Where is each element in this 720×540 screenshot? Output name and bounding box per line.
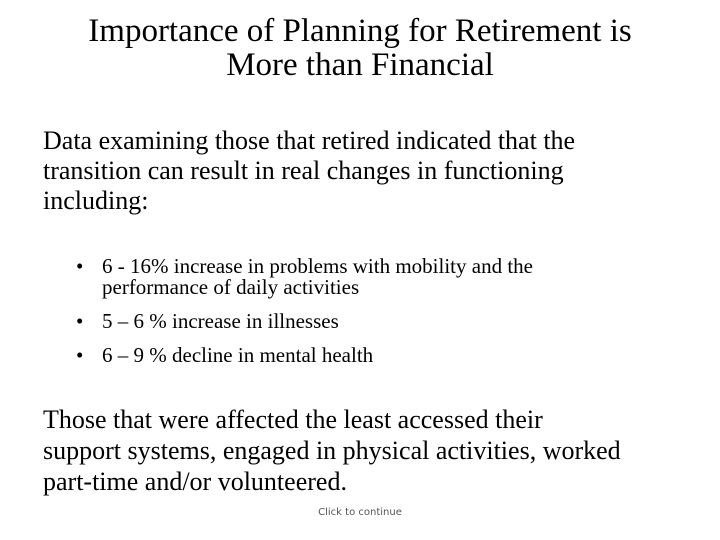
bullet-marker: • <box>76 254 84 278</box>
intro-line: transition can result in real changes in functioning <box>43 156 564 185</box>
intro-line: Data examining those that retired indicated that the <box>43 126 576 155</box>
bullet-text <box>102 345 676 366</box>
bullet-line: 5 – 6 % increase in illnesses <box>102 309 339 333</box>
outro-line: support systems, engaged in physical activities, worked <box>43 436 621 465</box>
slide-title <box>20 14 700 82</box>
outro-line: part-time and/or volunteered. <box>43 467 347 496</box>
bullet-line: 6 - 16% increase in problems with mobility and the <box>102 254 533 278</box>
outro-line: Those that were affected the least accessed their <box>43 405 543 434</box>
bullet-marker: • <box>76 343 84 367</box>
slide-title-line: More than Financial <box>226 47 494 83</box>
click-to-continue-link[interactable]: Click to continue <box>318 507 402 518</box>
bullet-text <box>102 311 676 332</box>
bullet-item <box>76 311 676 332</box>
outro-paragraph <box>43 404 693 497</box>
bullet-line: performance of daily activities <box>102 275 360 299</box>
intro-line: including: <box>43 186 149 215</box>
bullet-line: 6 – 9 % decline in mental health <box>102 343 374 367</box>
bullet-marker: • <box>76 309 84 333</box>
slide-title-line: Importance of Planning for Retirement is <box>88 13 632 49</box>
bullet-text <box>102 256 676 298</box>
intro-paragraph <box>43 126 683 216</box>
bullet-item <box>76 345 676 366</box>
bullet-list <box>76 256 676 379</box>
bullet-item <box>76 256 676 298</box>
